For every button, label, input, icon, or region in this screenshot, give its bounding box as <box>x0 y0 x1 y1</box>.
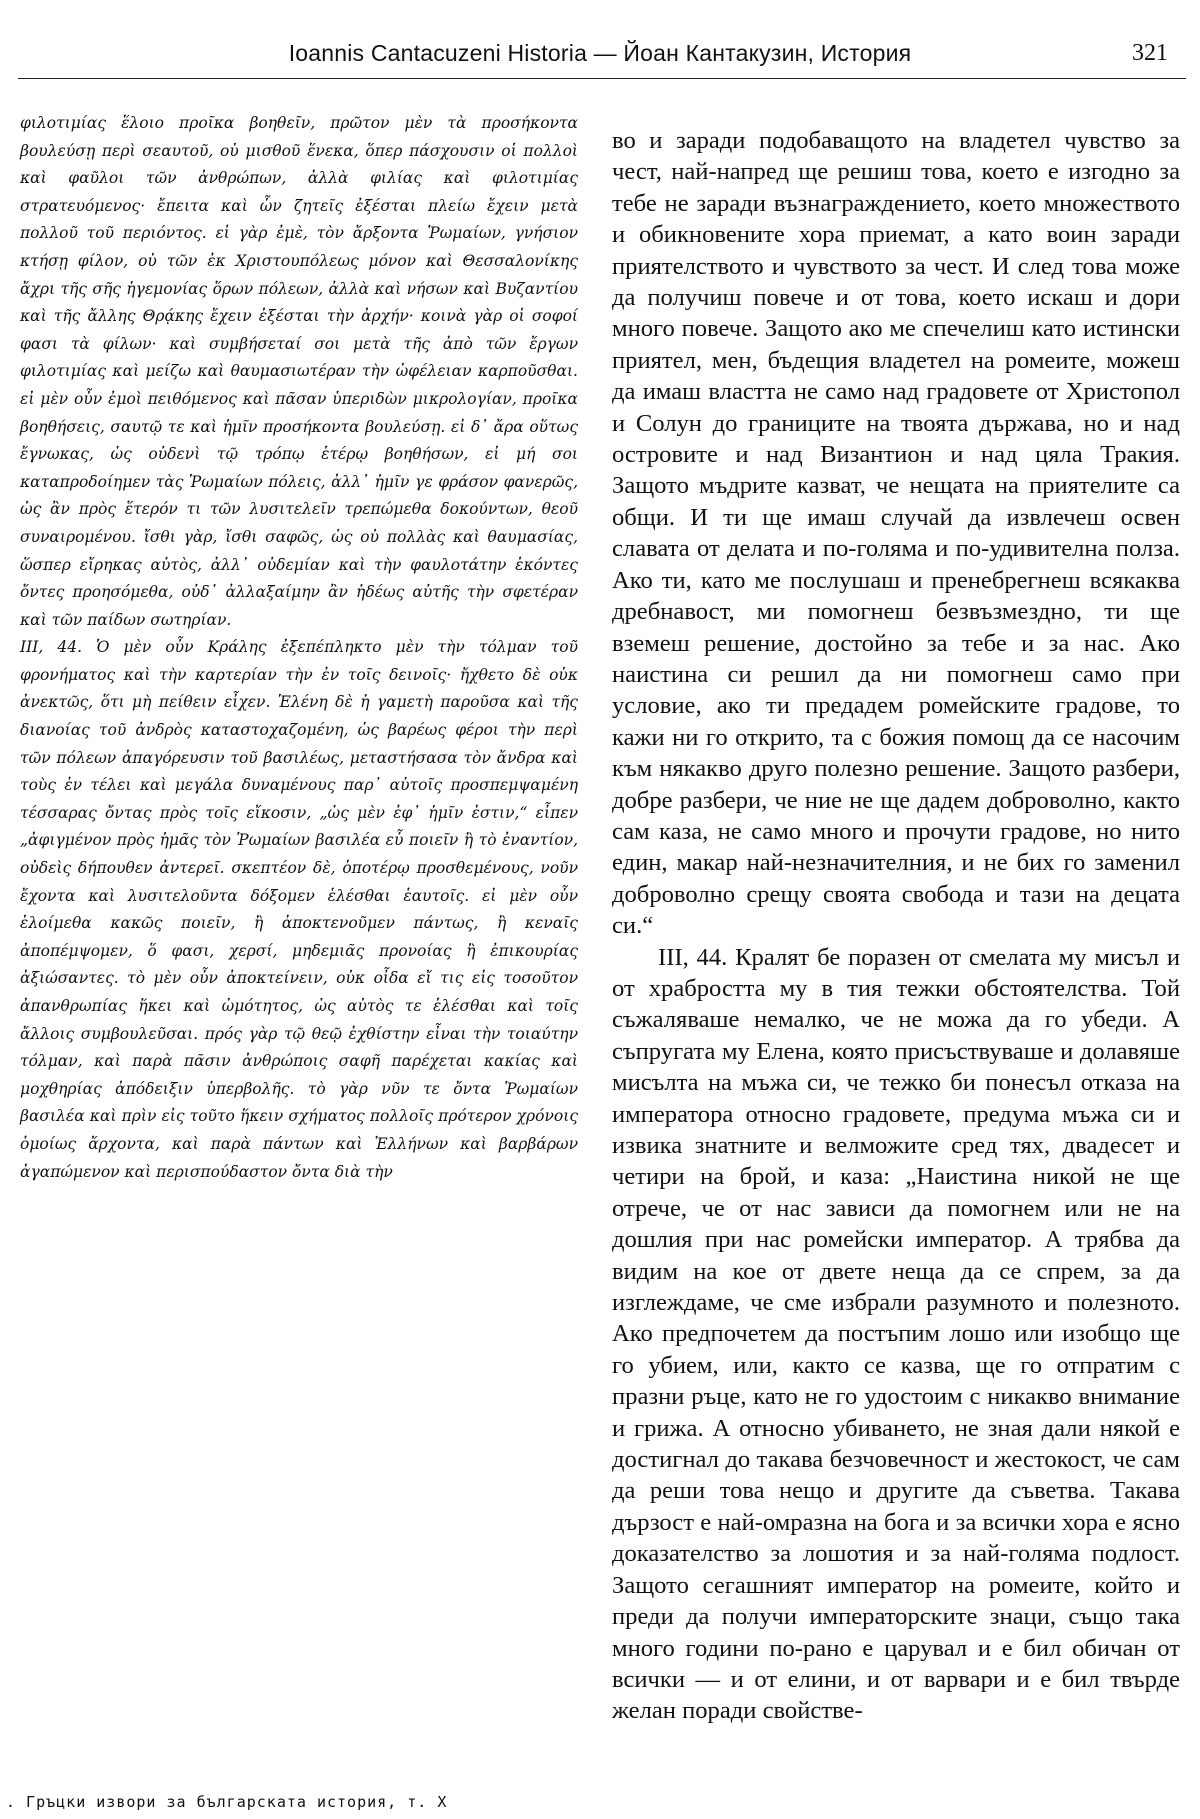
bulgarian-paragraph: III, 44. Кралят бе поразен от смелата му мисъл и от храбростта му в тия тежки обстоятелства. Той съжаляваше немалко, че не можа да го убеди. А съпругата му Елена, която присъствуваше и долавяше мисълта на мъжа си, че тежко би понесъл отказа на императора относно градовете, предума мъжа си и извика знатните и велможите сред тях, двадесет и четири на брой, и каза: „Наистина никой не ще отрече, че от нас зависи да помогнем или не на дошлия при нас ромейски император. А трябва да видим на кое от двете неща да се спрем, за да изглеждаме, че сме избрали разумното и полезното. Ако предпочетем да постъпим лошо или изобщо ще го убием, или, както се казва, ще го отпратим с празни ръце, като не го удостоим с никакво внимание и грижа. А относно убиването, не зная дали някой е достигнал до такава безчовечност и жестокост, че сам да реши това нещо и другите да съветва. Такава дързост е най-омразна на бога и за всички хора е ясно доказателство за лошотия и за най-голяма подлост. Защото сегашният император на ромеите, който и преди да получи императорските знаци, също така много години по-рано е царувал и е бил обичан от всички — и от елини, и от варвари и е бил твърде желан поради свойстве- <box>612 943 1180 1725</box>
running-title: Ioannis Cantacuzeni Historia — Йоан Кантакузин, История <box>288 40 912 66</box>
bulgarian-text-column <box>612 125 1180 1727</box>
running-header <box>0 40 1200 80</box>
footer-source-note: . Гръцки извори за българската история, т. X <box>6 1793 448 1811</box>
greek-paragraph: φιλοτιμίας ἕλοιο προῖκα βοηθεῖν, πρῶτον μὲν τὰ προσήκοντα βουλεύσῃ περὶ σεαυτοῦ, οὐ μισθοῦ ἕνεκα, ὅπερ πάσχουσιν οἱ πολλοὶ καὶ φαῦλοι τῶν ἀνθρώπων, ἀλλὰ φιλίας καὶ φιλοτιμίας στρατευόμενος· ἔπειτα καὶ ὧν ζητεῖς ἐξέσται πλείω ἔχειν μετὰ πολλοῦ τοῦ περιόντος. εἰ γὰρ ἐμὲ, τὸν ἄρξοντα Ῥωμαίων, γνήσιον κτήσῃ φίλον, οὐ τῶν ἐκ Χριστουπόλεως μόνον καὶ Θεσσαλονίκης ἄχρι τῆς σῆς ἡγεμονίας ὅρων πόλεων, ἀλλὰ καὶ νήσων καὶ Βυζαντίου καὶ τῆς ἄλλης Θρᾴκης ἔχειν ἐξέσται τὴν ἀρχήν· κοινὰ γὰρ οἱ σοφοί φασι τὰ φίλων· καὶ συμβήσεταί σοι μετὰ τῆς ἀπὸ τῶν ἔργων φιλοτιμίας καὶ μείζω καὶ θαυμασιωτέραν τὴν ὠφέλειαν καρποῦσθαι. εἰ μὲν οὖν ἐμοὶ πειθόμενος καὶ πᾶσαν ὑπεριδὼν μικρολογίαν, προῖκα βοηθήσεις, σαυτῷ τε καὶ ἡμῖν προσήκοντα βουλεύσῃ. εἰ δ᾿ ἄρα οὕτως ἔγνωκας, ὡς οὐδενὶ τῷ τρόπῳ ἑτέρῳ βοηθήσων, εἰ μή σοι καταπροδοίημεν τὰς Ῥωμαίων πόλεις, ἀλλ᾿ ἡμῖν γε φράσον φανερῶς, ὡς ἂν πρὸς ἕτερόν τι τῶν λυσιτελεῖν τρεπώμεθα δοκούντων, θεοῦ συναιρομένου. ἴσθι γὰρ, ἴσθι σαφῶς, ὡς οὐ πολλὰς καὶ θαυμασίας, ὥσπερ εἴρηκας αὐτὸς, ἀλλ᾿ οὐδεμίαν καὶ τὴν φαυλοτάτην ἑκόντες ὄντες προησόμεθα, οὐδ᾿ ἀλλαξαίμην ἂν ἡδέως αὐτῆς τὴν σφετέραν καὶ τῶν παίδων σωτηρίαν. <box>20 114 578 629</box>
greek-text-column <box>20 110 578 1186</box>
greek-paragraph: III, 44. Ὁ μὲν οὖν Κράλης ἐξεπέπληκτο μὲν τὴν τόλμαν τοῦ φρονήματος καὶ τὴν καρτερίαν τὴν ἐν τοῖς δεινοῖς· ἤχθετο δὲ οὐκ ἀνεκτῶς, ὅτι μὴ πείθειν εἶχεν. Ἑλένη δὲ ἡ γαμετὴ παροῦσα καὶ τῆς διανοίας τοῦ ἀνδρὸς καταστοχαζομένη, ὡς βαρέως φέροι τὴν περὶ τῶν πόλεων ἀπαγόρευσιν τοῦ βασιλέως, μεταστήσασα τὸν ἄνδρα καὶ τοὺς ἐν τέλει καὶ μεγάλα δυναμένους παρ᾿ αὐτοῖς προσπεμψαμένη τέσσαρας ὄντας πρὸς τοῖς εἴκοσιν, „ὡς μὲν ἐφ᾿ ἡμῖν ἐστιν,“ εἶπεν „ἀφιγμένον πρὸς ἡμᾶς τὸν Ῥωμαίων βασιλέα εὖ ποιεῖν ἢ τὸ ἐναντίον, οὐδεὶς δήπουθεν ἀντερεῖ. σκεπτέον δὲ, ὁποτέρῳ προσθεμένους, νοῦν ἔχοντα καὶ λυσιτελοῦντα δόξομεν ἑλέσθαι ἑαυτοῖς. εἰ μὲν οὖν ἑλοίμεθα κακῶς ποιεῖν, ἢ ἀποκτενοῦμεν πάντως, ἢ κεναῖς ἀποπέμψομεν, ὅ φασι, χερσί, μηδεμιᾶς προνοίας ἢ ἐπικουρίας ἀξιώσαντες. τὸ μὲν οὖν ἀποκτείνειν, οὐκ οἶδα εἴ τις εἰς τοσοῦτον ἀπανθρωπίας ἥκει καὶ ὠμότητος, ὡς αὐτὸς τε ἑλέσθαι καὶ τοῖς ἄλλοις συμβουλεῦσαι. πρός γὰρ τῷ θεῷ ἐχθίστην εἶναι τὴν τοιαύτην τόλμαν, καὶ παρὰ πᾶσιν ἀνθρώποις σαφῆ παρέχεται κακίας καὶ μοχθηρίας ἀπόδειξιν ὑπερβολῆς. τὸ γὰρ νῦν τε ὄντα Ῥωμαίων βασιλέα καὶ πρὶν εἰς τοῦτο ἥκειν σχήματος πολλοῖς πρότερον χρόνοις ὁμοίως ἄρχοντα, καὶ παρὰ πάντων καὶ Ἑλλήνων καὶ βαρβάρων ἀγαπώμενον καὶ περισπούδαστον ὄντα διὰ τὴν <box>20 638 578 1181</box>
bulgarian-paragraph: во и заради подобаващото на владетел чувство за чест, най-напред ще решиш това, което е изгодно за тебе не заради възнаграждението, което множеството и обикновените хора приемат, а като воин заради приятелството и чувството за чест. И след това може да получиш повече и от това, което искаш и дори много повече. Защото ако ме спечелиш като истински приятел, мен, бъдещия владетел на ромеите, можеш да имаш властта не само над градовете от Христопол и Солун до границите на твоята държава, но и над островите и над Византион и над цяла Тракия. Защото мъдрите казват, че нещата на приятелите са общи. И ти ще имаш случай да извлечеш освен славата от делата и по-голяма и по-удивителна полза. Ако ти, като ме послушаш и пренебрегнеш всякаква дребнавост, ми помогнеш безвъзмездно, ти ще вземеш решение, достойно за тебе и за нас. Ако наистина си решил да ни помогнеш само при условие, ако ти предадем ромейските градове, то кажи ни го открито, та с божия помощ да се насочим към някакво друго полезно решение. Защото разбери, добре разбери, че ние не ще дадем доброволно, както сам каза, не само много и прочути градове, но нито един, макар най-незначителния, и не бих го заменил доброволно срещу своята свобода и тази на децата си.“ <box>612 127 1180 940</box>
page-number: 321 <box>1132 40 1168 66</box>
header-rule <box>18 78 1186 79</box>
